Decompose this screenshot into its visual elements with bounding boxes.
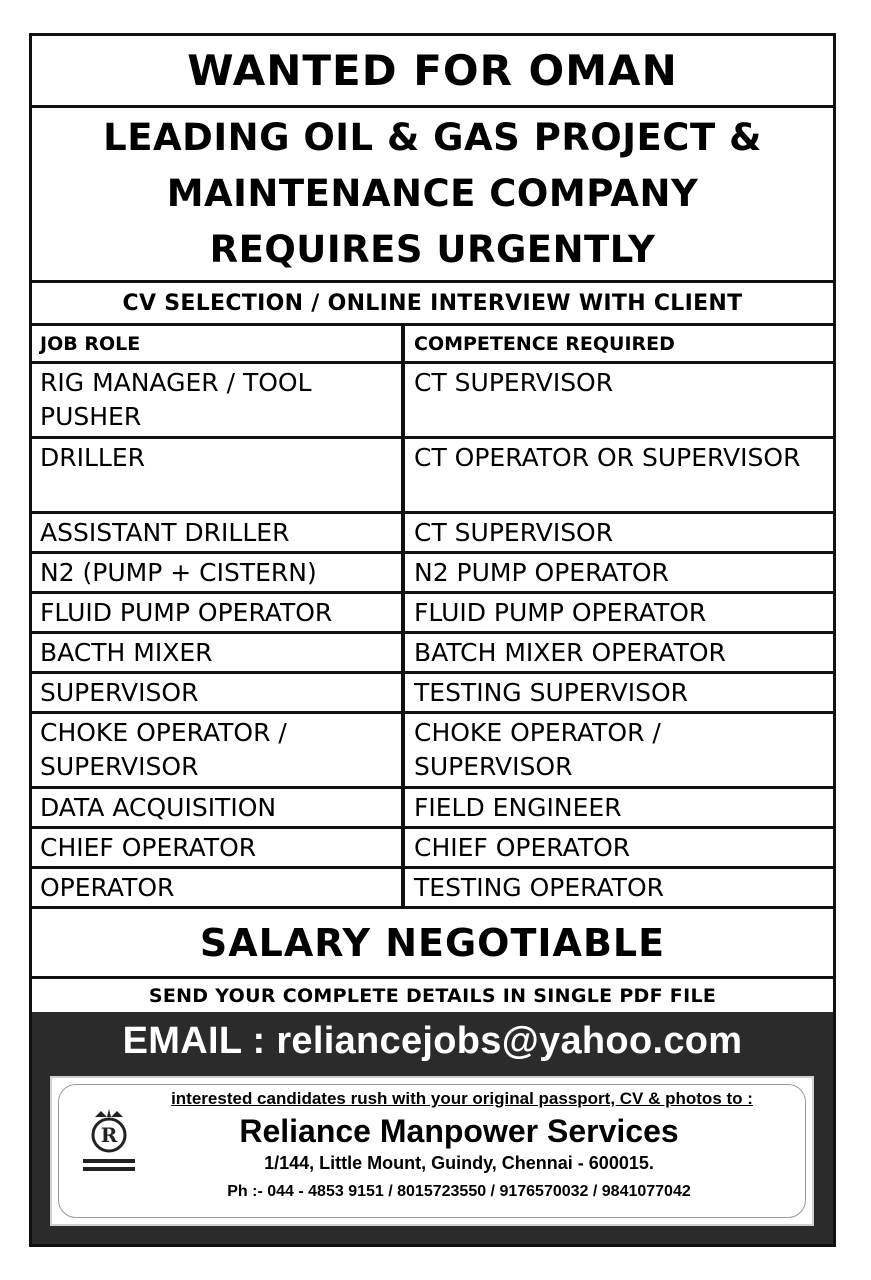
table-row — [32, 829, 833, 869]
table-row — [32, 634, 833, 674]
competence-cell: N2 PUMP OPERATOR — [414, 558, 669, 587]
table-row — [32, 554, 833, 594]
competence-cell: CT OPERATOR OR SUPERVISOR — [414, 443, 801, 472]
table-row — [32, 364, 833, 439]
advert-frame — [29, 33, 836, 1247]
crown-r-logo-icon — [81, 1107, 137, 1177]
table-row — [32, 439, 833, 514]
competence-cell: FLUID PUMP OPERATOR — [414, 598, 707, 627]
company-name: Reliance Manpower Services — [239, 1113, 679, 1149]
company-description — [32, 108, 833, 283]
footer-inner-border — [58, 1084, 806, 1218]
job-role-cell: ASSISTANT DRILLER — [32, 514, 405, 551]
competence-cell: FIELD ENGINEER — [414, 793, 622, 822]
logo-letter: R — [100, 1123, 118, 1147]
job-role-cell: FLUID PUMP OPERATOR — [32, 594, 405, 631]
competence-cell: TESTING SUPERVISOR — [414, 678, 689, 707]
email-address[interactable]: EMAIL : reliancejobs@yahoo.com — [122, 1019, 743, 1062]
competence-cell: BATCH MIXER OPERATOR — [414, 638, 726, 667]
send-details-note: SEND YOUR COMPLETE DETAILS IN SINGLE PDF FILE — [148, 984, 717, 1007]
competence-cell: CHIEF OPERATOR — [414, 833, 631, 862]
table-header-row — [32, 326, 833, 364]
contact-band — [32, 1012, 833, 1244]
jobs-table — [32, 326, 833, 909]
phone-numbers: Ph :- 044 - 4853 9151 / 8015723550 / 9176570032 / 9841077042 — [227, 1183, 691, 1200]
table-row — [32, 674, 833, 714]
selection-method: CV SELECTION / ONLINE INTERVIEW WITH CLIENT — [32, 283, 833, 326]
subtitle-line: REQUIRES URGENTLY — [209, 228, 656, 271]
table-row — [32, 789, 833, 829]
job-role-cell: RIG MANAGER / TOOL PUSHER — [32, 364, 405, 436]
job-role-cell: SUPERVISOR — [32, 674, 405, 711]
job-role-cell: N2 (PUMP + CISTERN) — [32, 554, 405, 591]
table-row — [32, 594, 833, 634]
interested-note: interested candidates rush with your original passport, CV & photos to : — [171, 1089, 753, 1108]
job-role-cell: OPERATOR — [32, 869, 405, 906]
column-header-competence: COMPETENCE REQUIRED — [414, 333, 675, 355]
subtitle-line: MAINTENANCE COMPANY — [166, 172, 699, 215]
job-role-cell: DATA ACQUISITION — [32, 789, 405, 826]
footer-box — [50, 1076, 814, 1226]
job-role-cell: DRILLER — [32, 439, 405, 511]
company-address: 1/144, Little Mount, Guindy, Chennai - 600015. — [264, 1153, 654, 1173]
job-role-cell: CHIEF OPERATOR — [32, 829, 405, 866]
job-role-cell: CHOKE OPERATOR / SUPERVISOR — [32, 714, 405, 786]
table-row — [32, 714, 833, 789]
job-role-cell: BACTH MIXER — [32, 634, 405, 671]
table-row — [32, 869, 833, 909]
competence-cell: CHOKE OPERATOR / SUPERVISOR — [414, 718, 661, 781]
competence-cell: TESTING OPERATOR — [414, 873, 664, 902]
subtitle-line: LEADING OIL & GAS PROJECT & — [103, 116, 762, 159]
table-row — [32, 514, 833, 554]
competence-cell: CT SUPERVISOR — [414, 518, 614, 547]
page-title: WANTED FOR OMAN — [32, 36, 833, 108]
competence-cell: CT SUPERVISOR — [414, 368, 614, 397]
column-header-job-role: JOB ROLE — [32, 326, 405, 361]
salary-banner: SALARY NEGOTIABLE — [32, 909, 833, 979]
